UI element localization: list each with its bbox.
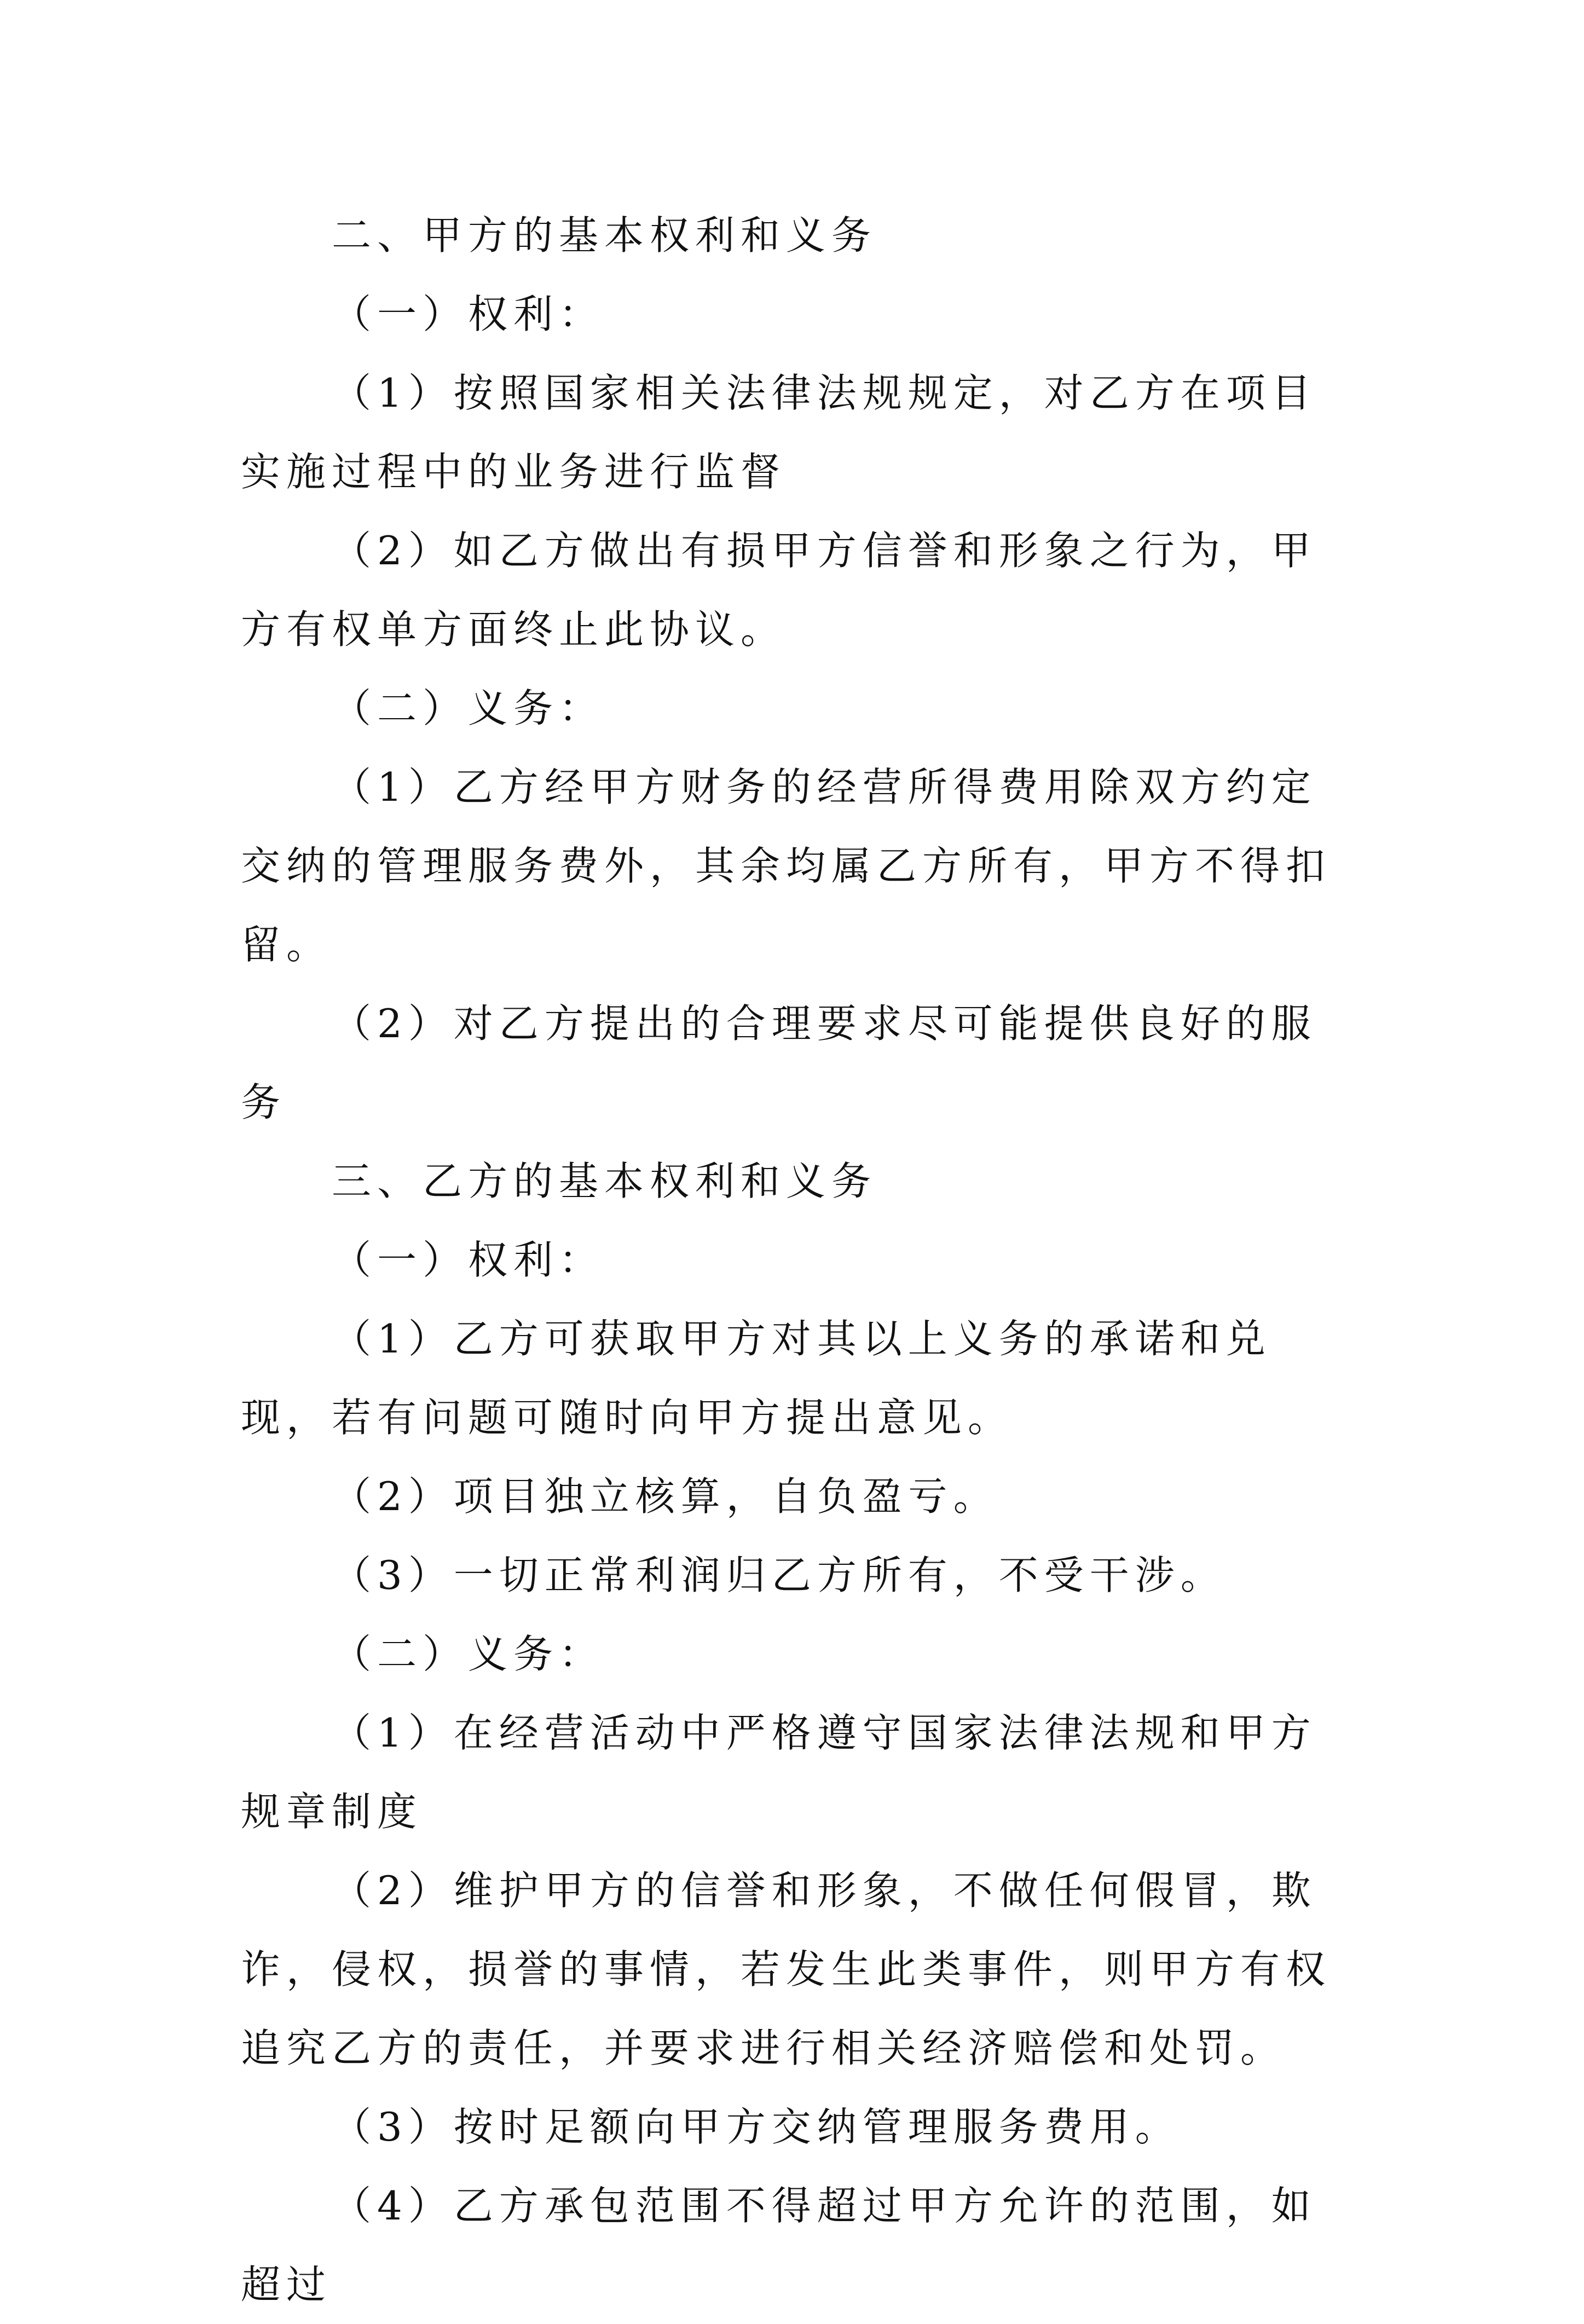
clause-paragraph: （2）维护甲方的信誉和形象，不做任何假冒，欺诈，侵权，损誉的事情，若发生此类事件，则甲方有权追究乙方的责任，并要求进行相关经济赔偿和处罚。 — [241, 1868, 1332, 2071]
subheading-obligations: （二）义务： — [332, 685, 605, 731]
subheading-rights: （一）权利： — [332, 1237, 605, 1283]
clause-paragraph: （2）如乙方做出有损甲方信誉和形象之行为，甲方有权单方面终止此协议。 — [241, 528, 1317, 652]
document-body — [241, 196, 1346, 2324]
section-heading-party-a: 二、甲方的基本权利和义务 — [332, 212, 877, 258]
clause-paragraph: （1）在经营活动中严格遵守国家法律法规和甲方规章制度 — [241, 1710, 1317, 1835]
clause-paragraph: （1）乙方可获取甲方对其以上义务的承诺和兑现，若有问题可随时向甲方提出意见。 — [241, 1316, 1271, 1441]
clause-paragraph: （1）按照国家相关法律法规规定，对乙方在项目实施过程中的业务进行监督 — [241, 370, 1317, 495]
subheading-rights: （一）权利： — [332, 291, 605, 337]
section-heading-party-b: 三、乙方的基本权利和义务 — [332, 1158, 877, 1204]
clause-paragraph: （3）一切正常利润归乙方所有，不受干涉。 — [332, 1552, 1226, 1598]
clause-paragraph: （1）乙方经甲方财务的经营所得费用除双方约定交纳的管理服务费外，其余均属乙方所有，甲方不得扣留。 — [241, 764, 1332, 968]
clause-paragraph: （2）项目独立核算，自负盈亏。 — [332, 1473, 999, 1519]
subheading-obligations: （二）义务： — [332, 1631, 605, 1677]
clause-paragraph: （3）按时足额向甲方交纳管理服务费用。 — [332, 2104, 1181, 2150]
clause-paragraph: （2）对乙方提出的合理要求尽可能提供良好的服务 — [241, 1001, 1317, 1125]
clause-paragraph: （4）乙方承包范围不得超过甲方允许的范围，如超过 — [241, 2183, 1317, 2308]
